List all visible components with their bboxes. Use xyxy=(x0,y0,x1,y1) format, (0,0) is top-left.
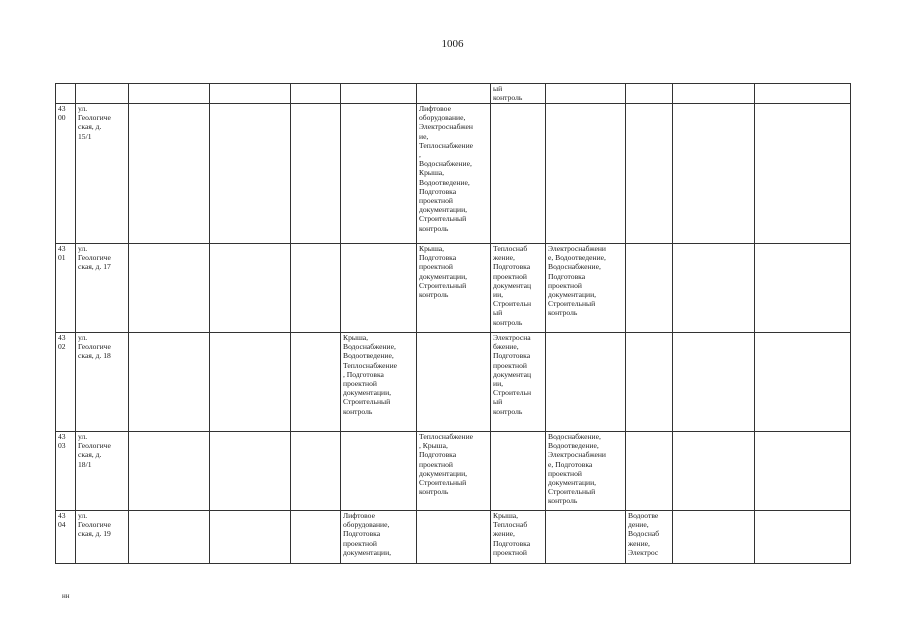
table-cell xyxy=(546,84,626,104)
table-cell xyxy=(626,104,673,244)
table-cell xyxy=(546,511,626,564)
table-cell: Теплоснабжение , Крыша, Подготовка проектной документации, Строительный контроль xyxy=(417,432,491,511)
table-cell: Лифтовое оборудование, Электроснабжен ие, Теплоснабжение , Водоснабжение, Крыша, Водоотведение, Подготовка проектной документации, Строительный контроль xyxy=(417,104,491,244)
table-cell xyxy=(129,84,210,104)
row-number-cell: 43 00 xyxy=(56,104,76,244)
table-cell xyxy=(417,84,491,104)
table-cell xyxy=(673,432,755,511)
table-cell xyxy=(129,104,210,244)
table-cell xyxy=(210,84,291,104)
table-cell xyxy=(626,244,673,333)
address-cell: ул. Геологиче ская, д. 18 xyxy=(76,333,129,432)
table-cell: Лифтовое оборудование, Подготовка проектной документации, xyxy=(341,511,417,564)
row-number-cell: 43 02 xyxy=(56,333,76,432)
address-cell: ул. Геологиче ская, д. 18/1 xyxy=(76,432,129,511)
table-cell xyxy=(546,104,626,244)
table-cell xyxy=(291,432,341,511)
table-cell: Водоснабжение, Водоотведение, Электроснабжени е, Подготовка проектной документации, Строительный контроль xyxy=(546,432,626,511)
page-number: 1006 xyxy=(441,38,464,50)
table-cell xyxy=(626,432,673,511)
table-cell xyxy=(673,333,755,432)
table-cell xyxy=(291,333,341,432)
table-cell xyxy=(755,244,851,333)
address-cell: ул. Геологиче ская, д. 19 xyxy=(76,511,129,564)
table-row xyxy=(56,333,851,432)
table-cell xyxy=(755,104,851,244)
footer-mark: нн xyxy=(62,592,70,600)
table-cell xyxy=(626,333,673,432)
table-cell xyxy=(755,432,851,511)
table-cell xyxy=(341,432,417,511)
table-cell xyxy=(129,432,210,511)
table-cell xyxy=(755,84,851,104)
table-cell xyxy=(291,244,341,333)
table-cell: Электросна бжение, Подготовка проектной документац ии, Строительн ый контроль xyxy=(491,333,546,432)
table-row xyxy=(56,104,851,244)
table-cell xyxy=(210,432,291,511)
table-cell xyxy=(129,511,210,564)
row-number-cell: 43 03 xyxy=(56,432,76,511)
table-cell xyxy=(417,511,491,564)
table-cell xyxy=(626,84,673,104)
table-cell xyxy=(491,432,546,511)
table-cell xyxy=(341,84,417,104)
table-cell: Теплоснаб жение, Подготовка проектной документац ии, Строительн ый контроль xyxy=(491,244,546,333)
table-cell xyxy=(291,104,341,244)
table-cell xyxy=(210,104,291,244)
table-cell xyxy=(210,244,291,333)
table-cell xyxy=(210,511,291,564)
address-cell xyxy=(76,84,129,104)
table-cell xyxy=(129,333,210,432)
table-row xyxy=(56,511,851,564)
table-cell xyxy=(673,511,755,564)
table-cell: Водоотве дение, Водоснаб жение, Электрос xyxy=(626,511,673,564)
table-cell xyxy=(129,244,210,333)
work-schedule-table xyxy=(55,83,851,564)
table-cell xyxy=(491,104,546,244)
row-number-cell: 43 04 xyxy=(56,511,76,564)
table-cell xyxy=(673,244,755,333)
table-cell: Крыша, Подготовка проектной документации, Строительный контроль xyxy=(417,244,491,333)
table-cell xyxy=(341,244,417,333)
table-cell xyxy=(755,333,851,432)
table-cell xyxy=(341,104,417,244)
table-cell xyxy=(755,511,851,564)
table-cell: Электроснабжени е, Водоотведение, Водоснабжение, Подготовка проектной документации, Строительный контроль xyxy=(546,244,626,333)
table-cell: Крыша, Теплоснаб жение, Подготовка проектной xyxy=(491,511,546,564)
table-cell xyxy=(673,84,755,104)
table-cell xyxy=(673,104,755,244)
table-cell xyxy=(210,333,291,432)
table-row xyxy=(56,244,851,333)
table-cell xyxy=(291,511,341,564)
table-cell xyxy=(291,84,341,104)
table-cell xyxy=(417,333,491,432)
table-row xyxy=(56,84,851,104)
address-cell: ул. Геологиче ская, д. 17 xyxy=(76,244,129,333)
table-cell xyxy=(546,333,626,432)
row-number-cell: 43 01 xyxy=(56,244,76,333)
table-cell: Крыша, Водоснабжение, Водоотведение, Теплоснабжение , Подготовка проектной документации, Строительный контроль xyxy=(341,333,417,432)
table-row xyxy=(56,432,851,511)
address-cell: ул. Геологиче ская, д. 15/1 xyxy=(76,104,129,244)
table-cell: ый контроль xyxy=(491,84,546,104)
row-number-cell xyxy=(56,84,76,104)
